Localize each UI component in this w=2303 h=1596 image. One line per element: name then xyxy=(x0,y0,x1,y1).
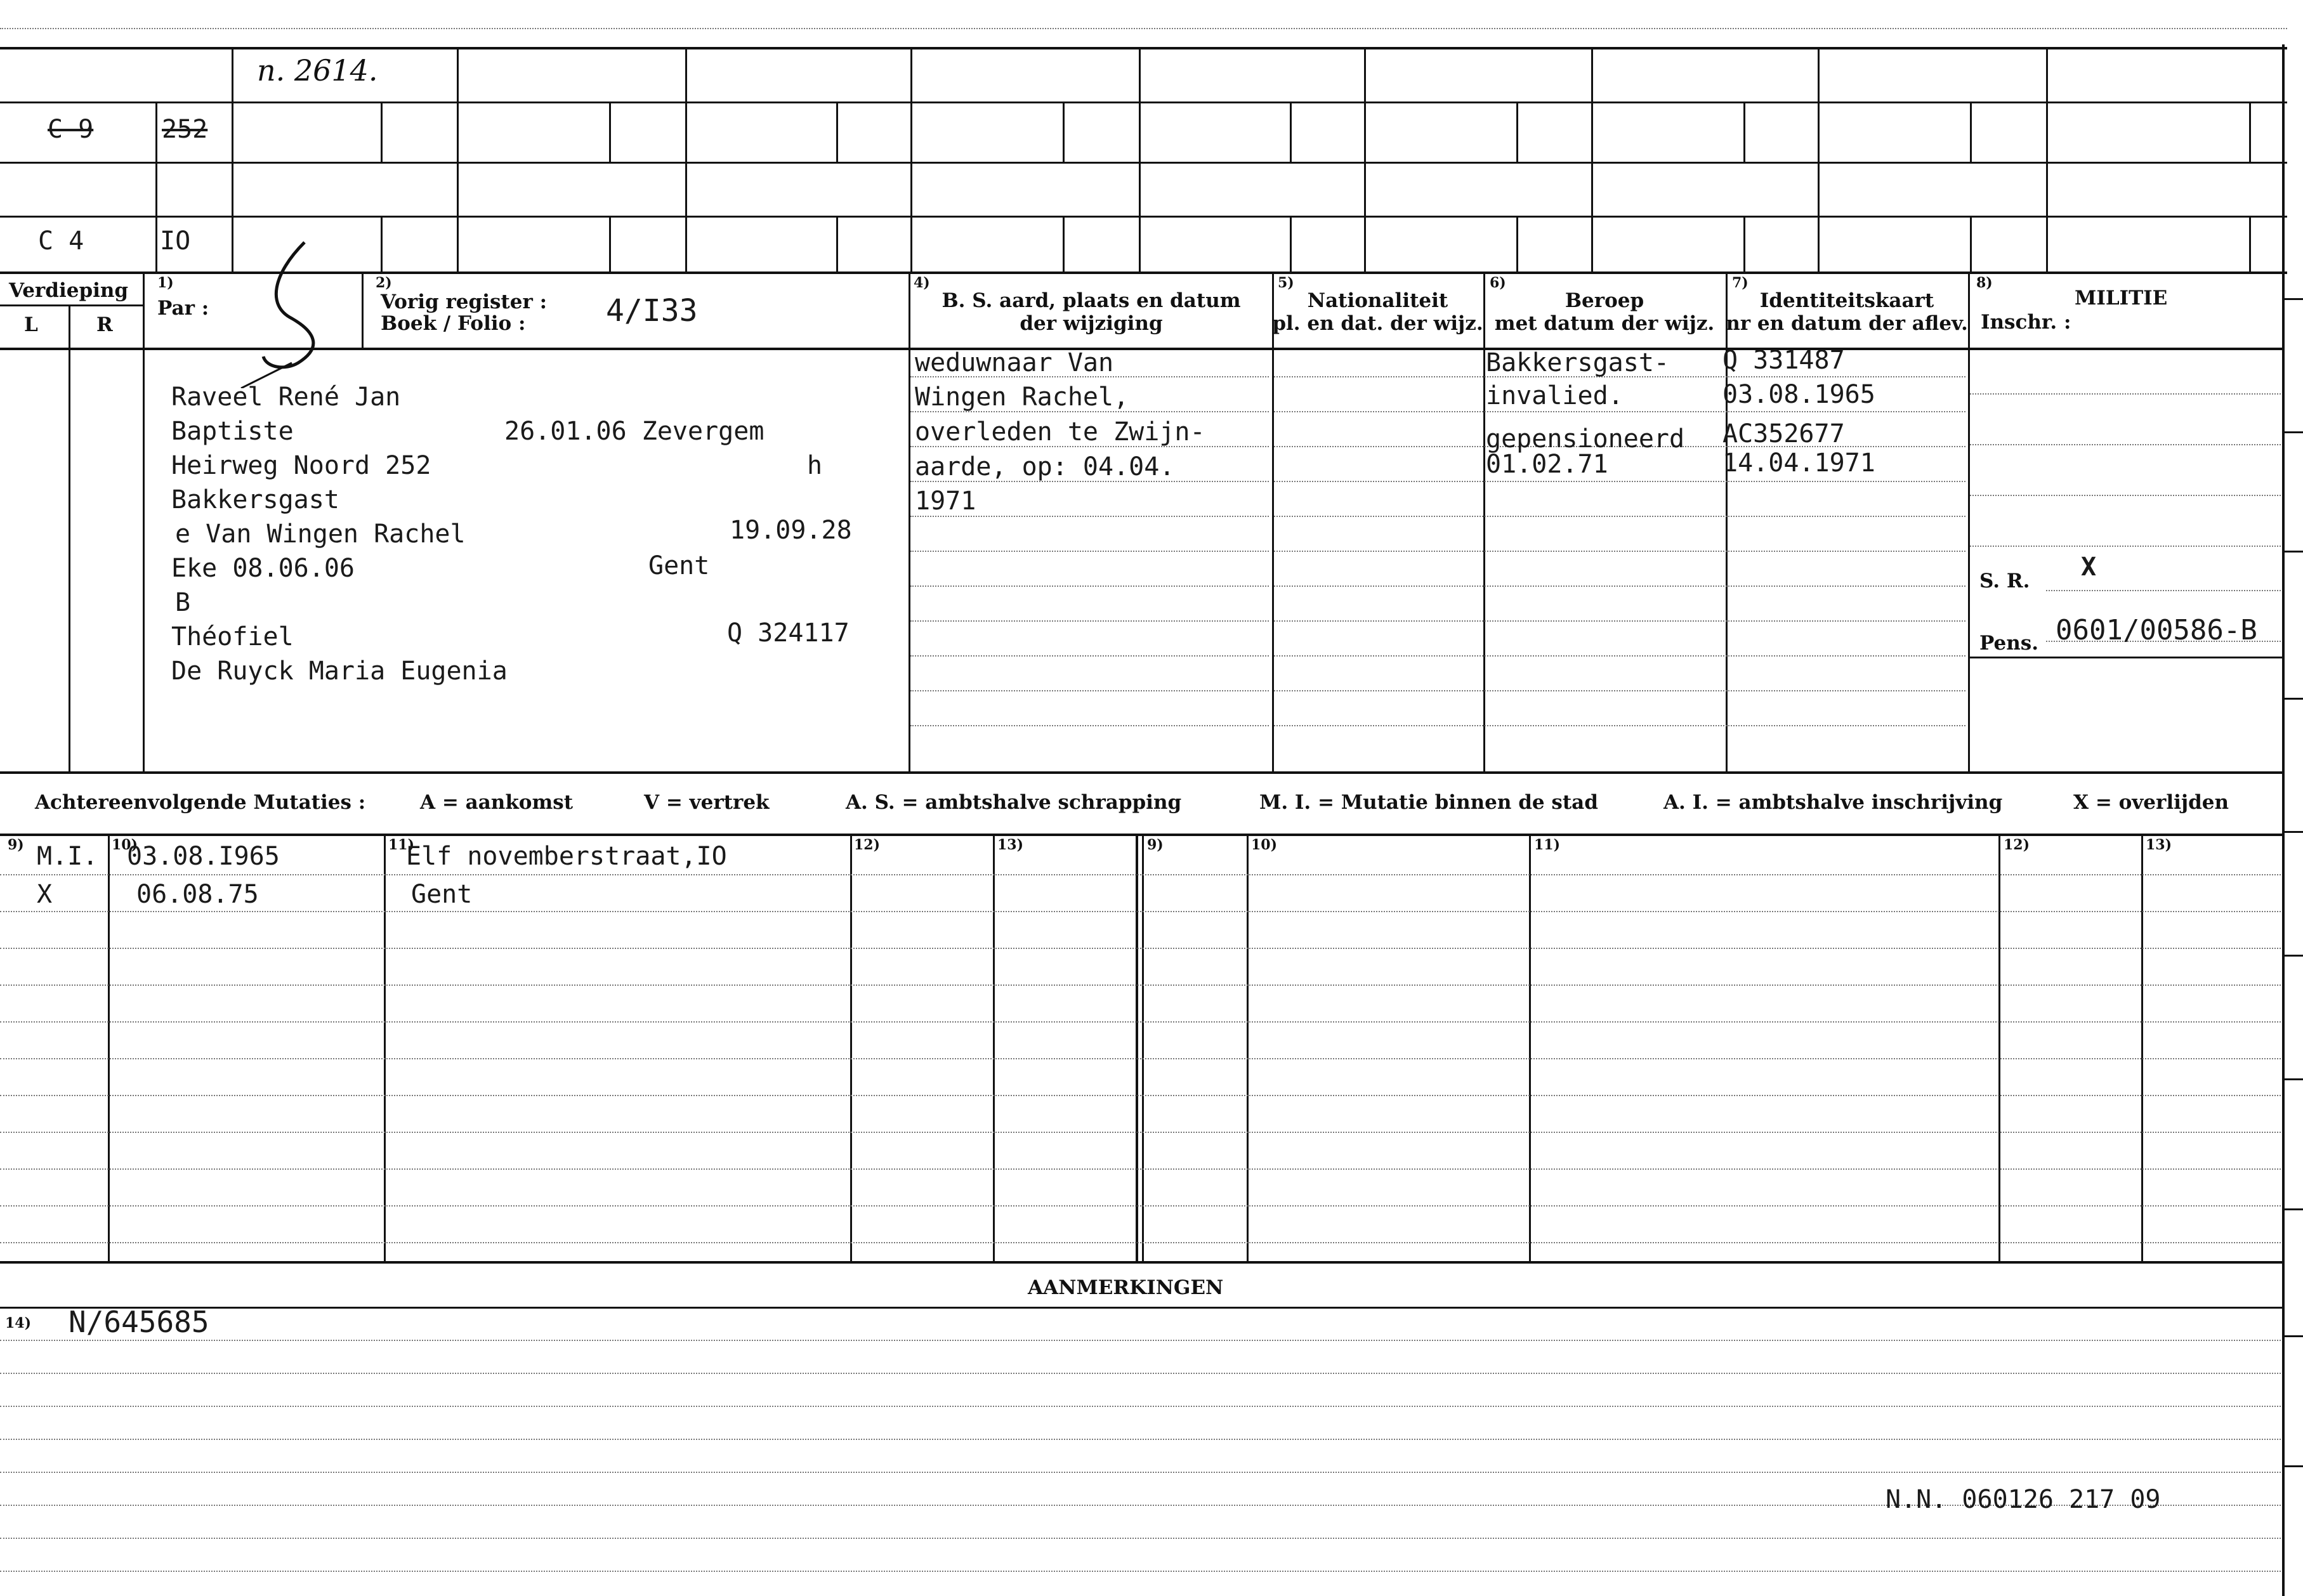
id-num: 7) xyxy=(1732,275,1749,291)
rule xyxy=(910,585,1269,587)
rule xyxy=(1516,101,1518,162)
rule xyxy=(457,47,459,271)
rule xyxy=(0,1095,2281,1096)
aanmerkingen-num: 14) xyxy=(5,1315,32,1331)
rule xyxy=(850,834,852,1261)
rule xyxy=(910,551,1269,552)
rule xyxy=(1274,481,1965,482)
rule xyxy=(0,1261,2282,1264)
mutatie-address: Gent xyxy=(411,880,473,909)
id-entry-4: 14.04.1971 xyxy=(1722,448,1875,478)
mutatie-legend-as: A. S. = ambtshalve schrapping xyxy=(846,791,1182,814)
rule xyxy=(1274,551,1965,552)
par-mark-scribble xyxy=(228,236,355,388)
person-line-8b: Q 324117 xyxy=(727,618,850,648)
bs-entry-5: 1971 xyxy=(915,487,976,516)
rule xyxy=(910,47,912,271)
rule xyxy=(1063,216,1065,271)
mutatie-legend-mi: M. I. = Mutatie binnen de stad xyxy=(1259,791,1598,814)
mut-col-num-10: 10) xyxy=(112,837,138,853)
rule xyxy=(1142,834,1144,1261)
id-entry-3: AC352677 xyxy=(1722,419,1845,448)
mut-col-num-13: 13) xyxy=(997,837,1024,853)
edge-tick xyxy=(2282,551,2303,553)
rule xyxy=(0,834,2282,836)
edge-tick xyxy=(2282,1465,2303,1467)
right-border xyxy=(2282,44,2285,1596)
rule xyxy=(0,1132,2281,1133)
rule xyxy=(69,304,70,771)
rule xyxy=(1139,47,1141,271)
rule xyxy=(0,1571,2281,1572)
beroep-entry-4: 01.02.71 xyxy=(1486,450,1608,479)
rule xyxy=(143,271,145,771)
mutatie-date: 06.08.75 xyxy=(136,880,259,909)
rule xyxy=(909,271,910,771)
beroep-label-1: Beroep xyxy=(1565,289,1644,312)
mut-col-num-13b: 13) xyxy=(2146,837,2172,853)
rule xyxy=(0,1373,2281,1374)
par-label: Par : xyxy=(157,297,209,320)
bs-entry-1: weduwnaar Van xyxy=(915,348,1114,377)
person-line-4: Bakkersgast xyxy=(171,485,339,514)
person-line-5a: e Van Wingen Rachel xyxy=(175,520,466,549)
rule xyxy=(0,1340,2281,1341)
top-cell-c9: C 9 xyxy=(48,115,94,144)
edge-tick xyxy=(2282,431,2303,433)
mutatie-legend-a: A = aankomst xyxy=(420,791,574,814)
bs-entry-4: aarde, op: 04.04. xyxy=(915,452,1175,481)
pens-value: 0601/00586-B xyxy=(2056,614,2257,646)
rule xyxy=(910,655,1269,657)
boek-folio-value: 4/I33 xyxy=(606,293,698,329)
rule xyxy=(1274,585,1965,587)
rule xyxy=(0,984,2281,986)
rule xyxy=(0,1307,2282,1309)
bs-entry-3: overleden te Zwijn- xyxy=(915,417,1205,447)
top-cell-io: IO xyxy=(160,226,191,256)
beroep-entry-3: gepensioneerd xyxy=(1486,424,1685,454)
l-label: L xyxy=(24,313,38,336)
bs-label-1: B. S. aard, plaats en datum xyxy=(942,289,1241,312)
id-entry-2: 03.08.1965 xyxy=(1722,380,1875,409)
mut-col-num-11: 11) xyxy=(388,837,415,853)
rule xyxy=(910,725,1269,726)
rule xyxy=(2046,590,2281,591)
rule xyxy=(362,271,364,348)
person-line-1: Raveel René Jan xyxy=(171,383,401,412)
rule xyxy=(836,216,838,271)
edge-tick xyxy=(2282,1335,2303,1337)
rule xyxy=(1247,834,1249,1261)
rule xyxy=(0,1205,2281,1207)
rule xyxy=(1274,690,1965,691)
rule xyxy=(2141,834,2143,1261)
rule xyxy=(1970,101,1972,162)
person-line-2b: 26.01.06 Zevergem xyxy=(504,417,764,446)
r-label: R xyxy=(96,313,113,336)
edge-tick xyxy=(2282,831,2303,833)
mutatie-address: Elf novemberstraat,IO xyxy=(406,842,727,871)
par-num: 1) xyxy=(157,275,174,291)
rule xyxy=(609,101,611,162)
rule xyxy=(1290,216,1292,271)
beroep-label-2: met datum der wijz. xyxy=(1494,312,1715,335)
rule xyxy=(1743,216,1745,271)
nat-label-1: Nationaliteit xyxy=(1307,289,1448,312)
rule xyxy=(1970,657,2282,658)
rule xyxy=(1274,620,1965,622)
rule xyxy=(0,304,143,306)
rule xyxy=(1136,834,1138,1261)
mutatie-legend-ai: A. I. = ambtshalve inschrijving xyxy=(1663,791,2003,814)
id-entry-1: Q 331487 xyxy=(1722,346,1845,375)
mut-col-num-9b: 9) xyxy=(1147,837,1164,853)
mut-col-num-10b: 10) xyxy=(1251,837,1278,853)
mut-col-num-9: 9) xyxy=(8,837,24,853)
bs-num: 4) xyxy=(914,275,930,291)
sr-label: S. R. xyxy=(1979,570,2030,592)
vorig-register-label: Vorig register : xyxy=(381,291,548,313)
beroep-entry-2: invalied. xyxy=(1486,381,1624,410)
rule xyxy=(1970,495,2281,496)
aanmerkingen-value: N/645685 xyxy=(69,1305,209,1339)
person-line-2a: Baptiste xyxy=(171,417,294,446)
rule xyxy=(685,47,687,271)
rule xyxy=(1274,516,1965,517)
vorig-num: 2) xyxy=(376,275,392,291)
mutaties-title: Achtereenvolgende Mutaties : xyxy=(35,791,366,814)
inschr-label: Inschr. : xyxy=(1981,311,2071,334)
militie-label: MILITIE xyxy=(2075,287,2168,310)
rule xyxy=(1591,47,1593,271)
mut-col-num-12: 12) xyxy=(854,837,881,853)
rule xyxy=(0,874,2281,875)
rule xyxy=(993,834,995,1261)
rule xyxy=(0,1021,2281,1023)
rule xyxy=(1290,101,1292,162)
rule xyxy=(1970,216,1972,271)
nn-number: N.N. 060126 217 09 xyxy=(1886,1485,2161,1514)
rule xyxy=(1818,47,1820,271)
boek-folio-label: Boek / Folio : xyxy=(381,312,526,335)
mutatie-code: X xyxy=(37,880,53,909)
person-line-7: B xyxy=(175,588,191,617)
top-cell-c4: C 4 xyxy=(38,226,84,256)
rule xyxy=(381,216,383,271)
rule xyxy=(0,1168,2281,1170)
rule xyxy=(0,1472,2281,1473)
rule xyxy=(1364,47,1366,271)
verdieping-label: Verdieping xyxy=(9,279,129,302)
person-line-3a: Heirweg Noord 252 xyxy=(171,451,431,480)
rule xyxy=(1968,271,1970,771)
rule xyxy=(108,834,110,1261)
rule xyxy=(0,911,2281,912)
rule xyxy=(2046,47,2048,271)
rule xyxy=(0,1058,2281,1059)
rule xyxy=(0,1439,2281,1440)
edge-tick xyxy=(2282,1208,2303,1210)
edge-tick xyxy=(2282,298,2303,300)
sr-value: X xyxy=(2081,553,2097,582)
handwritten-number: n. 2614. xyxy=(257,53,378,88)
rule xyxy=(2249,216,2251,271)
person-line-6b: Gent xyxy=(648,551,710,580)
rule xyxy=(0,948,2281,949)
rule xyxy=(1274,411,1965,412)
rule xyxy=(0,47,2287,49)
nat-num: 5) xyxy=(1278,275,1294,291)
id-label-1: Identiteitskaart xyxy=(1759,289,1934,312)
rule xyxy=(1529,834,1531,1261)
rule xyxy=(384,834,386,1261)
bs-entry-2: Wingen Rachel, xyxy=(915,383,1129,412)
pens-label: Pens. xyxy=(1979,632,2038,655)
edge-tick xyxy=(2282,1078,2303,1080)
rule xyxy=(609,216,611,271)
top-cell-252: 252 xyxy=(162,115,208,144)
rule xyxy=(381,101,383,162)
person-line-6a: Eke 08.06.06 xyxy=(171,554,355,583)
edge-tick xyxy=(2282,698,2303,700)
beroep-entry-1: Bakkersgast- xyxy=(1486,348,1669,377)
mutatie-legend-v: V = vertrek xyxy=(644,791,770,814)
rule xyxy=(1274,725,1965,726)
rule xyxy=(0,771,2282,774)
rule xyxy=(1272,271,1274,771)
edge-tick xyxy=(2282,955,2303,957)
rule xyxy=(0,162,2287,164)
mut-col-num-12b: 12) xyxy=(2004,837,2030,853)
bs-label-2: der wijziging xyxy=(1020,312,1163,335)
rule xyxy=(1516,216,1518,271)
nat-label-2: pl. en dat. der wijz. xyxy=(1272,312,1483,335)
mutatie-date: 03.08.I965 xyxy=(127,842,280,871)
person-line-5b: 19.09.28 xyxy=(730,516,852,545)
mut-col-num-11b: 11) xyxy=(1534,837,1561,853)
beroep-num: 6) xyxy=(1490,275,1506,291)
rule xyxy=(1998,834,2000,1261)
rule xyxy=(0,216,2287,218)
rule xyxy=(1063,101,1065,162)
rule xyxy=(1483,271,1485,771)
rule xyxy=(0,1406,2281,1407)
rule xyxy=(0,1242,2281,1243)
rule xyxy=(1970,546,2281,547)
mil-num: 8) xyxy=(1976,275,1993,291)
person-line-3b: h xyxy=(807,451,823,480)
person-line-8a: Théofiel xyxy=(171,622,294,651)
rule xyxy=(910,690,1269,691)
mutatie-code: M.I. xyxy=(37,842,98,871)
rule xyxy=(1743,101,1745,162)
rule xyxy=(910,620,1269,622)
rule xyxy=(1970,393,2281,395)
rule xyxy=(0,28,2287,29)
rule xyxy=(1970,444,2281,445)
rule xyxy=(0,1538,2281,1539)
aanmerkingen-title: AANMERKINGEN xyxy=(1028,1276,1224,1299)
mutatie-legend-x: X = overlijden xyxy=(2073,791,2229,814)
person-line-9: De Ruyck Maria Eugenia xyxy=(171,657,508,686)
rule xyxy=(836,101,838,162)
id-label-2: nr en datum der aflev. xyxy=(1726,312,1968,335)
rule xyxy=(1274,655,1965,657)
rule xyxy=(0,101,2287,103)
rule xyxy=(2249,101,2251,162)
rule xyxy=(155,101,157,271)
